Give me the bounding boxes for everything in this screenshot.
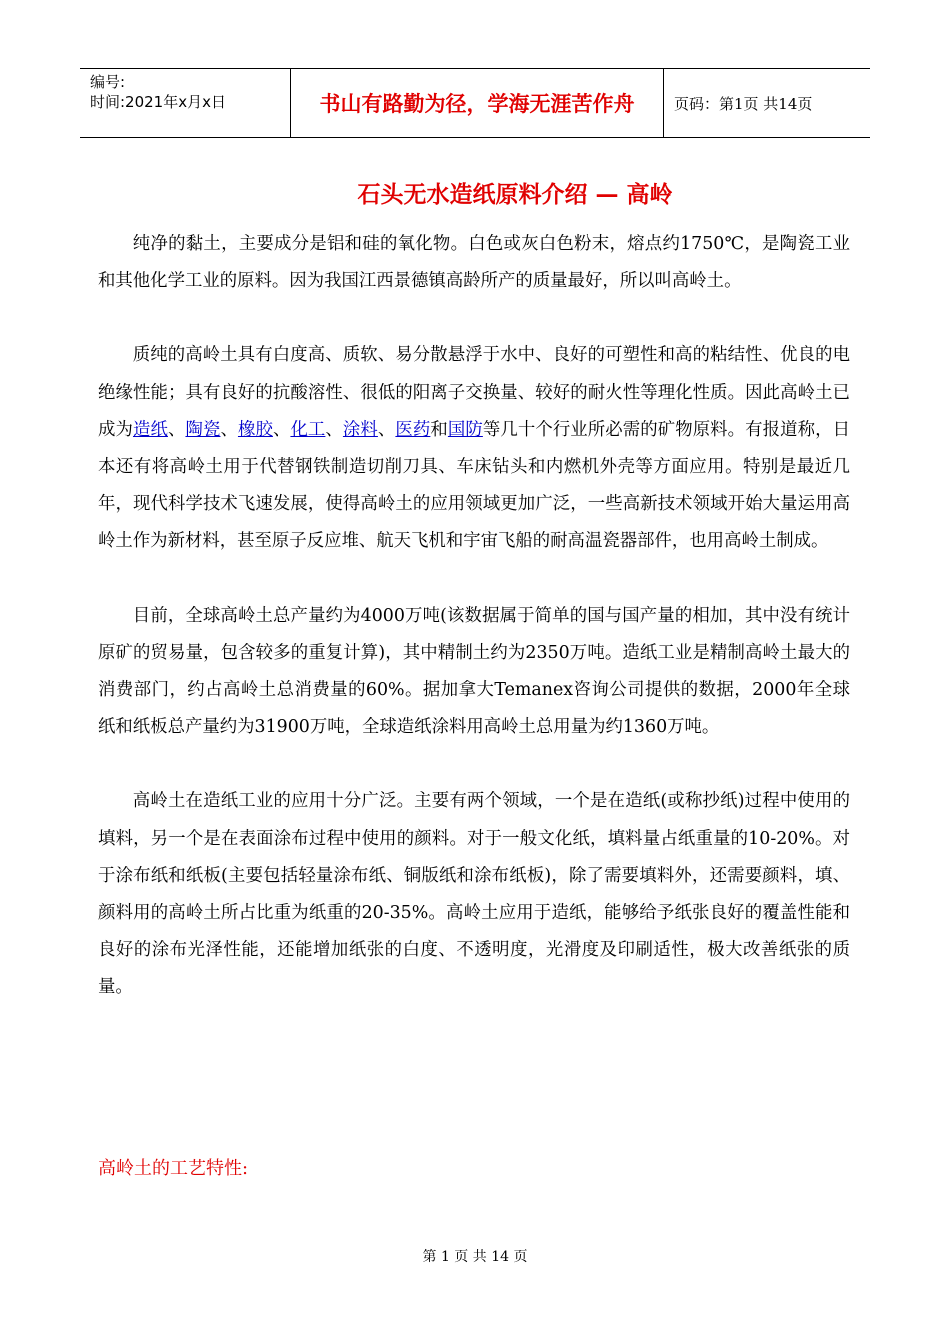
link-xiangjiao[interactable]: 橡胶 [237,419,273,440]
link-zaozhi[interactable]: 造纸 [132,419,168,440]
number-label: 编号: [90,73,126,91]
page-footer: 第 1 页 共 14 页 [422,1249,528,1265]
paragraph-3: 目前，全球高岭土总产量约为4000万吨(该数据属于简单的国与国产量的相加，其中没有统计原矿的贸易量，包含较多的重复计算)，其中精制土约为2350万吨。造纸工业是精制高岭土最大的消费部门，约占高岭土总消费量的60%。据加拿大Temanex咨询公司提供的数据，2000年全球纸和纸板总产量约为31900万吨，全球造纸涂料用高岭土总用量为约1360万吨。 [98,605,850,738]
page-header [80,68,870,138]
link-taoci[interactable]: 陶瓷 [185,419,221,440]
paragraph-2-end: 等几十个行业所必需的矿物原料。有报道称，日本还有将高岭土用于代替钢铁制造切削刀具、车床钻头和内燃机外壳等方面应用。特别是最近几年，现代科学技术飞速发展，使得高岭土的应用领域更加广泛，一些高新技术领域开始大量运用高岭土作为新材料，甚至原子反应堆、航天飞机和宇宙飞船的耐高温瓷器部件，也用高岭土制成。 [98,419,850,552]
header-page-info: 页码：第1页 共14页 [674,94,813,113]
paragraph-4: 高岭土在造纸工业的应用十分广泛。主要有两个领域，一个是在造纸(或称抄纸)过程中使用的填料，另一个是在表面涂布过程中使用的颜料。对于一般文化纸，填料量占纸重量的10-20%。对于涂布纸和纸板(主要包括轻量涂布纸、铜版纸和涂布纸板)，除了需要填料外，还需要颜料，填、颜料用的高岭土所占比重为纸重的20-35%。高岭土应用于造纸，能够给予纸张良好的覆盖性能和良好的涂布光泽性能，还能增加纸张的白度、不透明度，光滑度及印刷适性，极大改善纸张的质量。 [98,791,850,998]
link-guofang[interactable]: 国防 [447,419,483,440]
time-label: 时间:2021年x月x日 [90,93,226,111]
link-yiyao[interactable]: 医药 [395,419,431,440]
paragraph-2: 质纯的高岭土具有白度高、质软、易分散悬浮于水中、良好的可塑性和高的粘结性、优良的电绝缘性能；具有良好的抗酸溶性、很低的阳离子交换量、较好的耐火性等理化性质。因此高岭土已成为造纸、陶瓷、橡胶、化工、涂料、医药和国防等几十个行业所必需的矿物原料。有报道称，日本还有将高岭土用于代替钢铁制造切削刀具、车床钻头和内燃机外壳等方面应用。特别是最近几年，现代科学技术飞速发展，使得高岭土的应用领域更加广泛，一些高新技术领域开始大量运用高岭土作为新材料，甚至原子反应堆、航天飞机和宇宙飞船的耐高温瓷器部件，也用高岭土制成。 [98,345,850,552]
paragraph-1: 纯净的黏土，主要成分是铝和硅的氧化物。白色或灰白色粉末，熔点约1750℃，是陶瓷工业和其他化学工业的原料。因为我国江西景德镇高龄所产的质量最好，所以叫高岭土。 [98,234,850,292]
paragraph-2-start: 质纯的高岭土具有白度高、质软、易分散悬浮于水中、良好的可塑性和高的粘结性、优良的电绝缘性能；具有良好的抗酸溶性、很低的阳离子交换量、较好的耐火性等理化性质。因此高岭土已成为 [98,345,850,440]
header-motto: 书山有路勤为径，学海无涯苦作舟 [291,69,664,137]
document-title: 石头无水造纸原料介绍 — 高岭 [357,181,673,208]
document-body [98,226,850,1007]
link-huagong[interactable]: 化工 [290,419,326,440]
header-meta [80,69,291,137]
link-tuliao[interactable]: 涂料 [342,419,378,440]
section-heading: 高岭土的工艺特性: [98,1158,249,1179]
